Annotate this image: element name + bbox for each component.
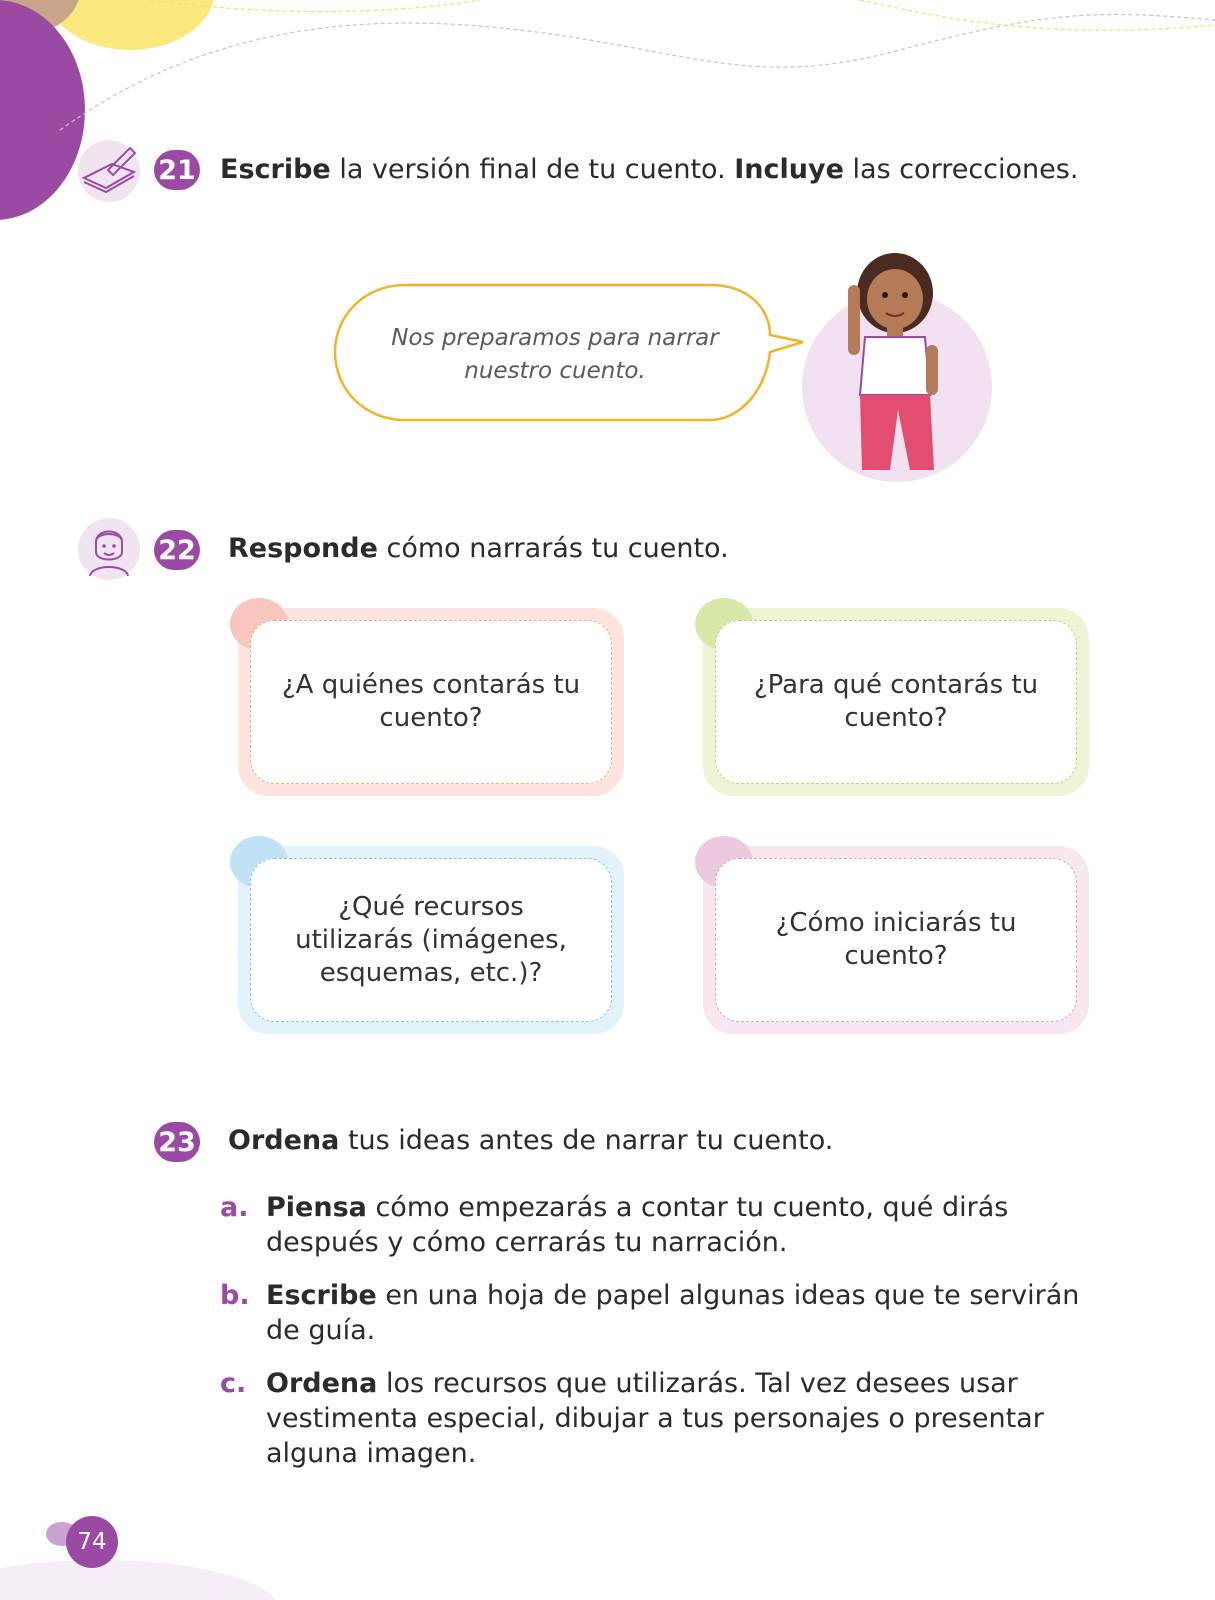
question-card-audience xyxy=(238,608,624,796)
list-item-b xyxy=(220,1278,1100,1348)
activity-21-text1: la versión final de tu cuento. xyxy=(330,154,735,185)
list-item-a-text: cómo empezarás a contar tu cuento, qué dirás después y cómo cerrarás tu narración. xyxy=(266,1192,1009,1258)
speech-bubble-line2: nuestro cuento. xyxy=(464,358,646,384)
question-card-opening-text: ¿Cómo iniciarás tu cuento? xyxy=(775,908,1017,971)
question-card-purpose xyxy=(703,608,1089,796)
question-card-audience-inner xyxy=(250,620,612,784)
list-item-c-text: los recursos que utilizarás. Tal vez desees usar vestimenta especial, dibujar a tus personajes o presentar alguna imagen. xyxy=(266,1368,1044,1469)
question-card-opening-inner xyxy=(715,858,1077,1022)
speech-bubble-line1: Nos preparamos para narrar xyxy=(391,325,719,351)
question-card-audience-text: ¿A quiénes contarás tu cuento? xyxy=(281,670,581,733)
activity-21-verb1: Escribe xyxy=(220,154,331,185)
question-card-purpose-inner xyxy=(715,620,1077,784)
question-card-opening xyxy=(703,846,1089,1034)
question-card-purpose-text: ¿Para qué contarás tu cuento? xyxy=(753,670,1039,733)
list-item-b-verb: Escribe xyxy=(266,1280,377,1311)
list-item-b-text: en una hoja de papel algunas ideas que te servirán de guía. xyxy=(266,1280,1080,1346)
list-item-c-verb: Ordena xyxy=(266,1368,378,1399)
activity-21-instruction xyxy=(220,153,1078,187)
activity-21-number: 21 xyxy=(154,150,200,190)
activity-23-instruction xyxy=(228,1124,833,1158)
activity-23-number: 23 xyxy=(154,1122,200,1162)
list-letter-b: b. xyxy=(220,1280,250,1311)
activity-22-verb: Responde xyxy=(228,533,378,564)
speech-bubble-text xyxy=(345,322,765,388)
person-speaking-icon xyxy=(78,518,140,580)
activity-22-text: cómo narrarás tu cuento. xyxy=(377,533,729,564)
activity-21-verb2: Incluye xyxy=(734,154,844,185)
list-item-c xyxy=(220,1366,1100,1471)
list-letter-a: a. xyxy=(220,1192,249,1223)
question-card-resources xyxy=(238,846,624,1034)
question-card-resources-inner xyxy=(250,858,612,1022)
activity-22-number: 22 xyxy=(154,530,200,570)
list-letter-c: c. xyxy=(220,1368,247,1399)
top-decoration xyxy=(0,0,1215,240)
activity-23-text: tus ideas antes de narrar tu cuento. xyxy=(339,1125,834,1156)
book-pencil-icon xyxy=(78,140,140,202)
activity-23-verb: Ordena xyxy=(228,1125,340,1156)
activity-21-text2: las correcciones. xyxy=(843,154,1079,185)
activity-22-instruction xyxy=(228,532,729,566)
list-item-a-verb: Piensa xyxy=(266,1192,367,1223)
list-item-a xyxy=(220,1190,1100,1260)
page-number: 74 xyxy=(66,1516,118,1568)
girl-character-illustration xyxy=(830,245,960,485)
question-card-resources-text: ¿Qué recursos utilizarás (imágenes, esquemas, etc.)? xyxy=(295,891,567,988)
bottom-decoration xyxy=(0,1500,300,1600)
